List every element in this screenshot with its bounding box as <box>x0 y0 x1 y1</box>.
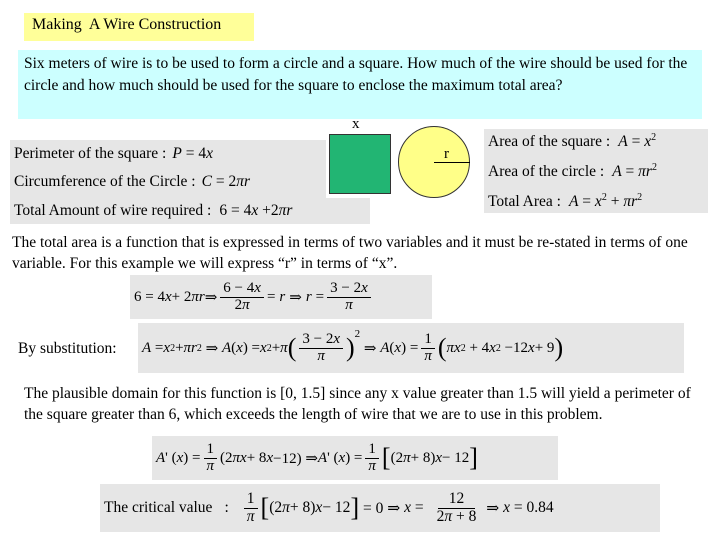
substitution-label: By substitution: <box>18 340 117 357</box>
critical-label: The critical value <box>104 499 213 516</box>
square-shape <box>329 134 391 194</box>
explanation-text: The total area is a function that is expressed in terms of two variables and it must be re-stated in terms of one variable. For this example we will express “r” in terms of “x”. <box>12 234 688 272</box>
total-area-row <box>488 190 642 214</box>
perimeter-formula: P = 4x <box>172 145 213 162</box>
substitution-equation: A = x 2 + πr 2 ⇒ A ( x ) = x 2 + π ( $\frac{3 - 2x}{\pi}$ ) 2 ⇒ A ( x ) = $\frac{1}{\pi}$ ( πx 2 + 4 x 2 −12 x + 9 ) <box>138 323 684 373</box>
area-square-label: Area of the square : <box>488 133 611 150</box>
circumference-label: Circumference of the Circle : <box>14 173 196 190</box>
page-title <box>24 13 254 41</box>
total-wire-label: Total Amount of wire required : <box>14 202 212 219</box>
circumference-formula: C = 2πr <box>201 173 251 190</box>
problem-statement <box>18 50 702 119</box>
domain-text: The plausible domain for this function is [0, 1.5] since any x value greater than 1.5 will yield a perimeter of the square greater than 6, which exceeds the length of wire that we are to use in this problem. <box>24 385 691 423</box>
critical-value-box: The critical value : $\frac{1}{\pi}$ [ (2 π + 8) x − 12 ] = 0 ⇒ x = $\frac{12}{2\pi + 8}$ ⇒ x = 0.84 <box>100 484 660 532</box>
perimeter-row <box>14 142 213 166</box>
perimeter-label: Perimeter of the square : <box>14 145 167 162</box>
total-wire-formula: 6 = 4x +2πr <box>219 202 293 219</box>
total-area-formula: $A = x^2 + \pi r^2$ <box>568 192 643 211</box>
radius-label: r <box>444 146 449 162</box>
total-wire-row <box>10 198 370 224</box>
problem-text: Six meters of wire is to be used to form a circle and a square. How much of the wire should be used for the circle and how much should be used for the square to enclose the maximum total area? <box>24 55 688 94</box>
area-square-formula: $A = x^2$ <box>618 132 657 151</box>
circumference-row <box>14 170 250 194</box>
radius-line <box>434 162 470 163</box>
area-circle-label: Area of the circle : <box>488 163 605 180</box>
derivative-equation: A ' ( x ) = $\frac{1}{\pi}$ (2 πx + 8 x −12) ⇒ A ' ( x ) = $\frac{1}{\pi}$ [ (2 π + 8) x − 12 ] <box>152 436 558 480</box>
total-area-label: Total Area : <box>488 193 561 210</box>
area-square-row <box>488 130 656 154</box>
area-circle-row <box>488 160 657 184</box>
title-text: Making A Wire Construction <box>32 16 222 33</box>
r-equation: 6 = 4 x + 2 πr ⇒ $\frac{6 - 4x}{2\pi}$ = r ⇒ r = $\frac{3 - 2x}{\pi}$ <box>130 275 432 319</box>
area-circle-formula: $A = \pi r^2$ <box>612 162 657 181</box>
critical-result: 0.84 <box>526 499 554 516</box>
square-side-label: x <box>352 116 360 132</box>
